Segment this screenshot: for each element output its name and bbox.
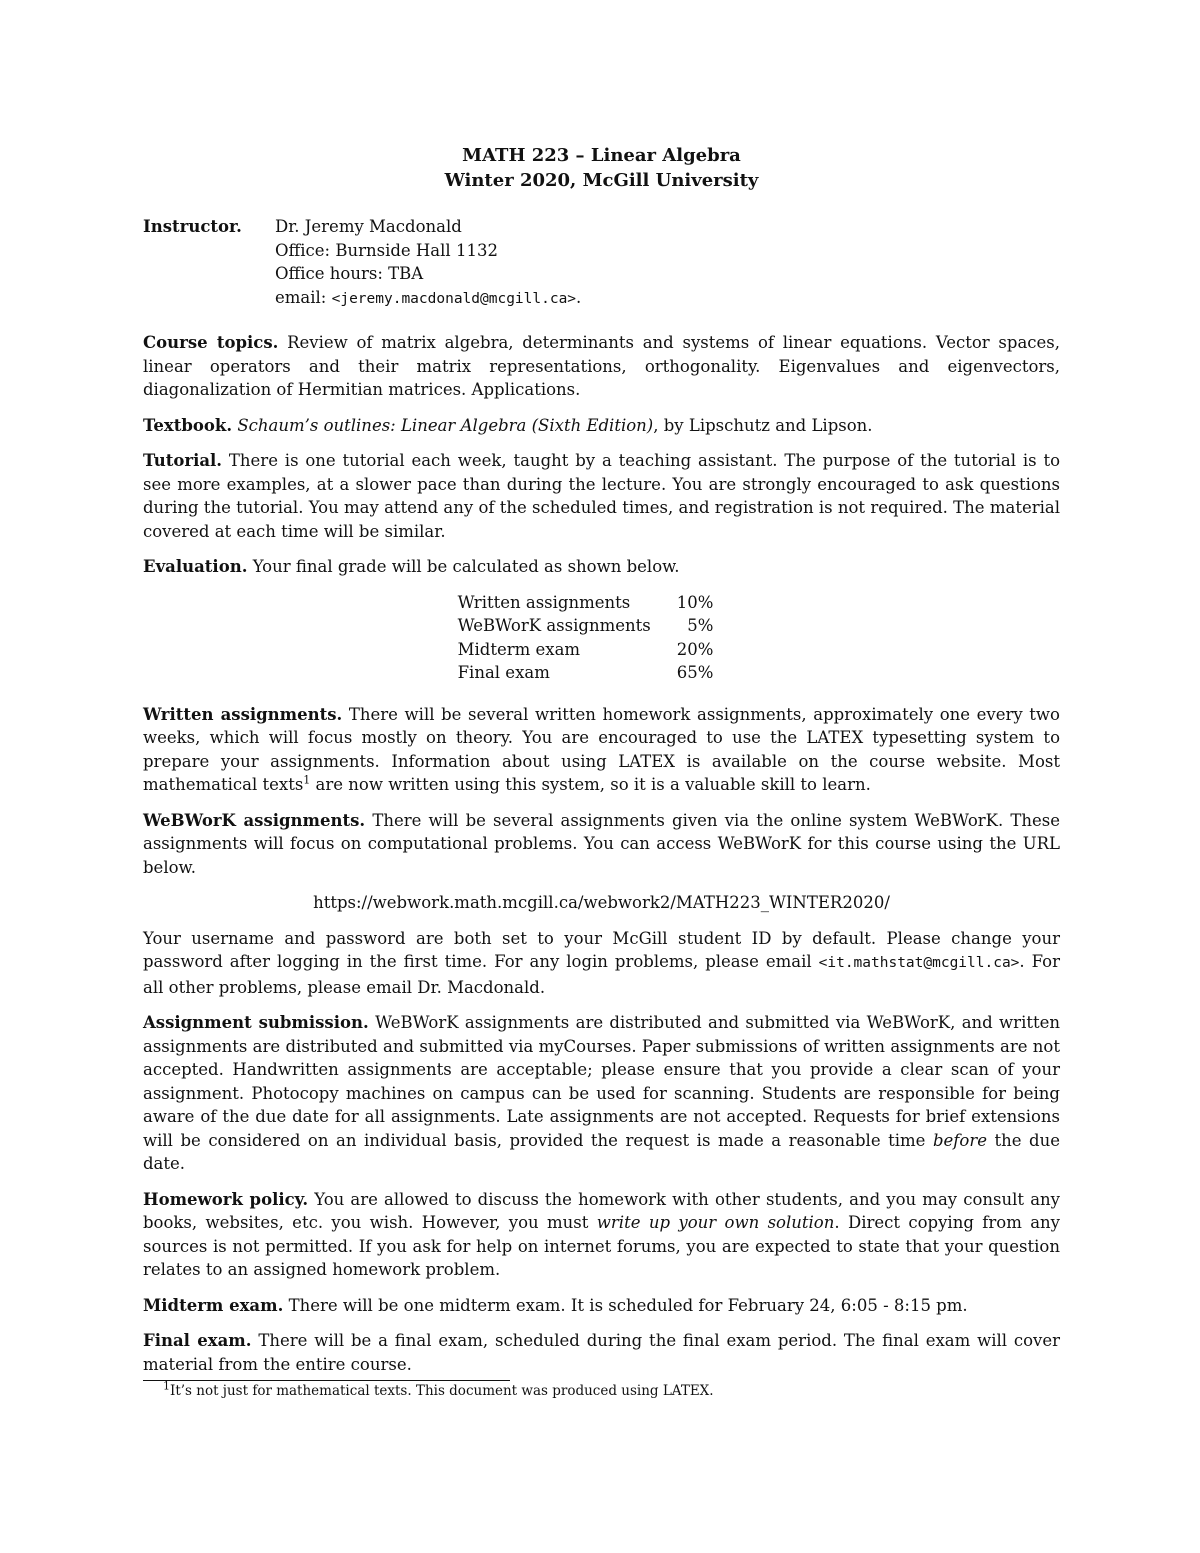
written-text-3: is available on the course website. Most mathematical texts <box>143 751 1060 794</box>
instructor-email[interactable]: <jeremy.macdonald@mcgill.ca> <box>331 290 577 307</box>
instructor-info <box>275 215 581 309</box>
footnote-mark: 1 <box>303 773 311 787</box>
instructor-office: Office: Burnside Hall 1132 <box>275 240 498 260</box>
final-exam-text: There will be a final exam, scheduled during the final exam period. The final exam will cover material from the entire course. <box>143 1331 1060 1374</box>
evaluation-text: Your final grade will be calculated as shown below. <box>252 557 680 576</box>
table-row <box>458 661 714 685</box>
submission-text-2: the due date. <box>143 1130 1060 1173</box>
table-row <box>458 614 714 638</box>
table-row <box>458 591 714 615</box>
course-title: MATH 223 – Linear Algebra <box>462 145 741 166</box>
eval-pct: 5% <box>687 616 714 635</box>
footnote-number: 1 <box>163 1379 170 1393</box>
eval-item: Written assignments <box>457 592 631 612</box>
written-text-1: There will be several written homework assignments, approximately one every two weeks, which will focus mostly on theory. You are encouraged to use the <box>143 704 1060 747</box>
email-suffix: . <box>576 287 582 307</box>
homework-text-1: You are allowed to discuss the homework with other students, and you may consult any books, websites, etc. you wish. However, you must <box>143 1189 1060 1232</box>
title-block <box>143 143 1060 193</box>
latex-logo: LATEX <box>806 728 864 747</box>
tutorial-text: There is one tutorial each week, taught by a teaching assistant. The purpose of the tutorial is to see more examples, at a slower pace than during the lecture. You are strongly encouraged to ask questions during the tutorial. You may attend any of the scheduled times, and registration is not required. The material covered at each time will be similar. <box>143 451 1061 541</box>
final-exam-section <box>143 1329 1060 1376</box>
course-topics-text: Review of matrix algebra, determinants and systems of linear equations. Vector spaces, linear operators and their matrix representations, orthogonality. Eigenvalues and eigenvectors, diagonalization of Hermitian matrices. Applications. <box>143 333 1060 399</box>
webwork-login-paragraph <box>143 927 1060 1000</box>
textbook-authors: , by Lipschutz and Lipson. <box>653 415 873 435</box>
eval-pct: 20% <box>676 639 714 659</box>
eval-item: Midterm exam <box>457 639 581 659</box>
evaluation-heading: Evaluation. <box>143 557 248 576</box>
webwork-url-link[interactable]: https://webwork.math.mcgill.ca/webwork2/MATH223_WINTER2020/ <box>313 893 890 912</box>
submission-emph: before <box>932 1130 987 1150</box>
webwork-section <box>143 809 1060 880</box>
written-assignments-heading: Written assignments. <box>143 704 343 724</box>
eval-item: Final exam <box>457 663 550 682</box>
login-text-2: . For all other problems, please email Dr. Macdonald. <box>143 952 1061 997</box>
tutorial-section <box>143 449 1060 543</box>
final-exam-heading: Final exam. <box>143 1331 252 1350</box>
midterm-section <box>143 1294 1060 1318</box>
homework-emph: write up your own solution <box>596 1213 835 1232</box>
textbook-title: Schaum’s outlines: Linear Algebra (Sixth Edition) <box>237 415 654 435</box>
evaluation-table-wrap <box>143 591 1060 685</box>
footnote <box>163 1379 1060 1401</box>
submission-section <box>143 1011 1060 1176</box>
written-text-2: typesetting system to prepare your assignments. Information about using <box>143 728 1060 771</box>
written-assignments-section <box>143 703 1060 797</box>
login-text-1: Your username and password are both set to your McGill student ID by default. Please change your password after logging in the first time. For any login problems, please email <box>143 928 1060 971</box>
webwork-text: There will be several assignments given via the online system WeBWorK. These assignments will focus on computational problems. You can access WeBWorK for this course using the URL below. <box>143 810 1060 877</box>
footnote-divider <box>143 1380 510 1381</box>
instructor-email-line <box>275 286 581 310</box>
webwork-url-line <box>143 891 1060 915</box>
latex-logo: LATEX <box>662 1383 710 1399</box>
homework-policy-section <box>143 1188 1060 1282</box>
submission-heading: Assignment submission. <box>143 1013 369 1032</box>
course-topics-heading: Course topics. <box>143 333 279 352</box>
syllabus-page <box>143 143 1060 1401</box>
support-email[interactable]: <it.mathstat@mcgill.ca> <box>818 955 1020 971</box>
table-row <box>458 638 714 662</box>
homework-text-2: . Direct copying from any sources is not permitted. If you ask for help on internet forums, you are expected to state that your question relates to an assigned homework problem. <box>143 1213 1060 1279</box>
email-prefix: email: <box>275 287 332 307</box>
instructor-name: Dr. Jeremy Macdonald <box>275 217 462 236</box>
instructor-block <box>143 215 1060 309</box>
submission-text-1: WeBWorK assignments are distributed and submitted via WeBWorK, and written assignments are distributed and submitted via myCourses. Paper submissions of written assignments are not accepted. Handwritten assignments are acceptable; please ensure that you provide a clear scan of your assignment. Photocopy machines on campus can be used for scanning. Students are responsible for being aware of the due date for all assignments. Late assignments are not accepted. Requests for brief extensions will be considered on an individual basis, provided the request is made a reasonable time <box>143 1013 1060 1150</box>
evaluation-section <box>143 555 1060 579</box>
latex-logo: LATEX <box>618 751 676 771</box>
tutorial-heading: Tutorial. <box>143 451 223 470</box>
eval-pct: 10% <box>676 592 714 612</box>
footnote-end: . <box>709 1383 714 1399</box>
homework-policy-heading: Homework policy. <box>143 1189 309 1209</box>
footnote-text: It’s not just for mathematical texts. This document was produced using <box>170 1383 663 1399</box>
textbook-heading: Textbook. <box>143 415 233 435</box>
term-line: Winter 2020, McGill University <box>444 170 759 191</box>
eval-pct: 65% <box>676 663 714 682</box>
written-text-4: are now written using this system, so it is a valuable skill to learn. <box>310 775 871 794</box>
midterm-heading: Midterm exam. <box>143 1295 284 1315</box>
course-topics-section <box>143 331 1060 402</box>
evaluation-table <box>458 591 714 685</box>
eval-item: WeBWorK assignments <box>457 616 651 635</box>
textbook-section <box>143 414 1060 438</box>
midterm-text: There will be one midterm exam. It is scheduled for February 24, 6:05 - 8:15 pm. <box>288 1295 968 1315</box>
instructor-label: Instructor. <box>143 217 242 236</box>
instructor-hours: Office hours: TBA <box>275 264 424 283</box>
webwork-heading: WeBWorK assignments. <box>143 810 366 830</box>
